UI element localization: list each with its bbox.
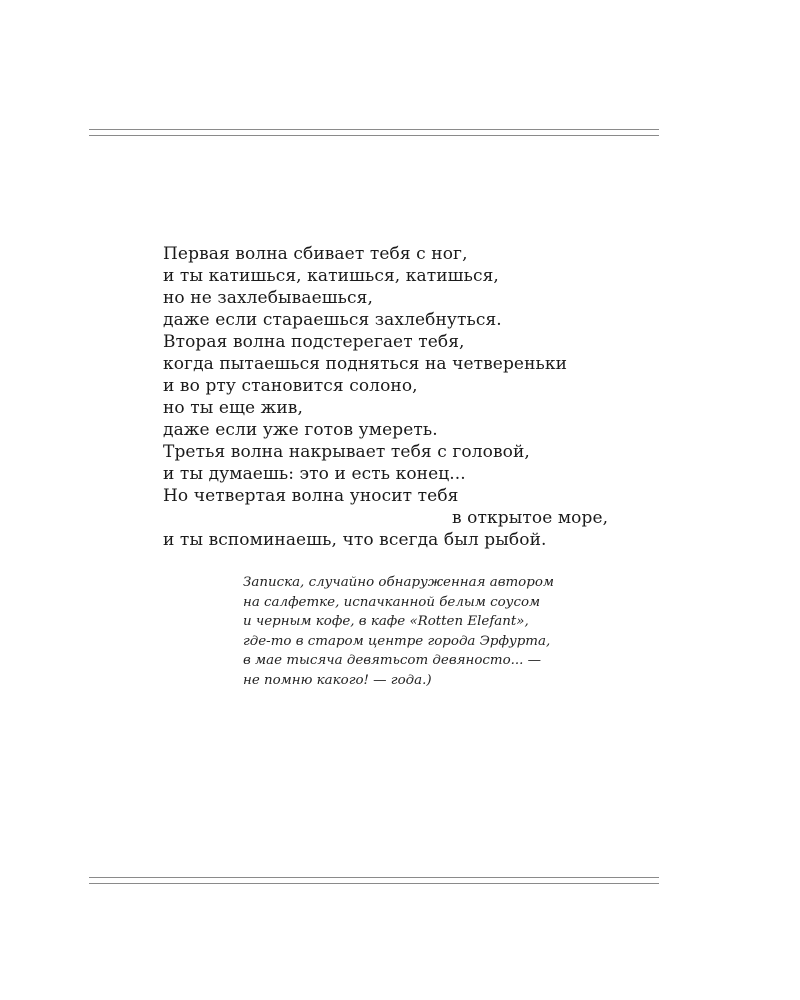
- note-line: на салфетке, испачканной белым соусом: [243, 594, 541, 610]
- poem-line: но ты еще жив,: [163, 398, 303, 418]
- bottom-rule: [89, 877, 659, 884]
- poem-line: когда пытаешься подняться на четвереньки: [163, 354, 568, 374]
- note-line: и черным кофе, в кафе «Rotten Elefant»,: [243, 614, 529, 630]
- note-line: где-то в старом центре города Эрфурта,: [243, 633, 551, 649]
- poem-line: Но четвертая волна уносит тебя: [163, 486, 459, 506]
- poem-line: Третья волна накрывает тебя с головой,: [163, 442, 530, 462]
- note-line: в мае тысяча девятьсот девяносто... —: [243, 653, 542, 669]
- note-line: не помню какого! — года.): [243, 672, 432, 688]
- poem-line: но не захлебываешься,: [163, 288, 373, 308]
- poem-line: и ты вспоминаешь, что всегда был рыбой.: [163, 530, 547, 550]
- poem-line: Вторая волна подстерегает тебя,: [163, 332, 465, 352]
- poem-line: даже если уже готов умереть.: [163, 420, 438, 440]
- poem-line: и во рту становится солоно,: [163, 376, 418, 396]
- poem-line: даже если стараешься захлебнуться.: [163, 310, 502, 330]
- top-rule: [89, 129, 659, 136]
- note-line: Записка, случайно обнаруженная автором: [243, 575, 554, 590]
- poem-line-indented: в открытое море,: [452, 508, 609, 528]
- poem-line: и ты катишься, катишься, катишься,: [163, 266, 499, 286]
- poem-line: и ты думаешь: это и есть конец...: [163, 464, 466, 484]
- poem: [163, 243, 643, 551]
- author-note: [243, 573, 633, 691]
- poem-line: Первая волна сбивает тебя с ног,: [163, 244, 468, 264]
